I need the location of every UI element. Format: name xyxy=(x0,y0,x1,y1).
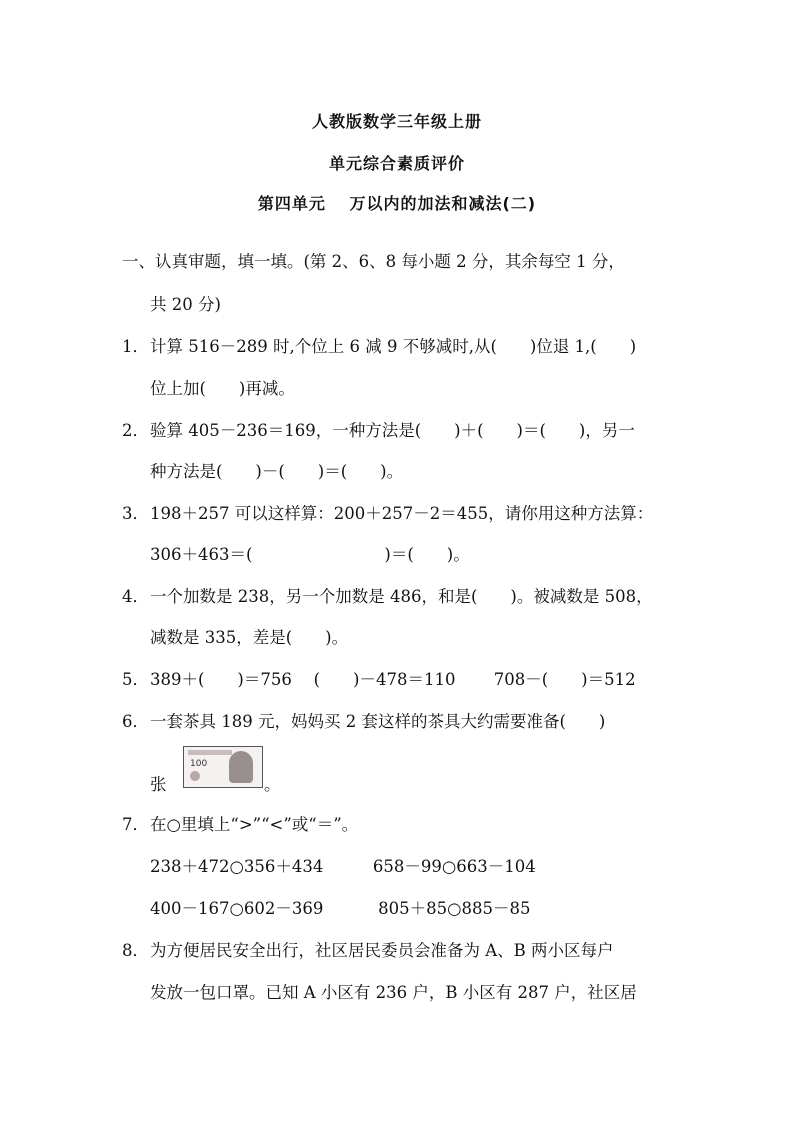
banknote-value: 100 xyxy=(190,759,208,769)
question-3-text-continued: 306＋463＝( )＝( )。 xyxy=(150,545,470,564)
question-5-text: 389＋( )＝756 ( )－478＝110 708－( )＝512 xyxy=(150,670,636,689)
question-2-text: 验算 405－236＝169，一种方法是( )＋( )＝( )，另一 xyxy=(150,421,635,440)
question-number: 2． xyxy=(122,421,149,440)
document-subtitle: 单元综合素质评价 xyxy=(328,154,465,173)
question-number: 3． xyxy=(122,504,149,523)
national-emblem-icon xyxy=(190,771,200,781)
question-number: 7． xyxy=(122,815,149,834)
question-6-period: 。 xyxy=(264,775,281,794)
question-6-unit: 张 xyxy=(150,775,167,794)
question-2-text-continued: 种方法是( )－( )＝( )。 xyxy=(150,462,404,481)
question-4-text: 一个加数是 238，另一个加数是 486，和是( )。被减数是 508， xyxy=(150,587,653,606)
section-heading: 一、认真审题，填一填。(第 2、6、8 每小题 2 分，其余每空 1 分， xyxy=(122,252,625,271)
banknote-100-yuan-icon xyxy=(183,746,263,788)
question-8-text: 为方便居民安全出行，社区居民委员会准备为 A、B 两小区每户 xyxy=(150,941,614,960)
question-1-text: 计算 516－289 时,个位上 6 减 9 不够减时,从( )位退 1,( ) xyxy=(150,337,637,356)
question-number: 4． xyxy=(122,587,149,606)
question-7-text: 在○里填上“>”“<”或“＝”。 xyxy=(150,815,359,834)
unit-title: 第四单元 万以内的加法和减法(二) xyxy=(257,194,537,213)
question-6-text: 一套茶具 189 元，妈妈买 2 套这样的茶具大约需要准备( ) xyxy=(150,712,606,731)
question-7-row-1: 238＋472○356＋434 658－99○663－104 xyxy=(150,857,536,876)
question-number: 1． xyxy=(122,337,149,356)
banknote-header-stripe xyxy=(188,750,232,755)
question-number: 6． xyxy=(122,712,149,731)
document-title: 人教版数学三年级上册 xyxy=(311,112,482,131)
question-number: 8． xyxy=(122,941,149,960)
question-7-row-2: 400－167○602－369 805＋85○885－85 xyxy=(150,899,531,918)
question-3-text: 198＋257 可以这样算：200＋257－2＝455，请你用这种方法算： xyxy=(150,504,654,523)
question-8-text-continued: 发放一包口罩。已知 A 小区有 236 户，B 小区有 287 户，社区居 xyxy=(150,983,637,1002)
question-4-text-continued: 减数是 335，差是( )。 xyxy=(150,628,349,647)
question-1-text-continued: 位上加( )再减。 xyxy=(150,379,295,398)
question-number: 5． xyxy=(122,670,149,689)
section-heading-continued: 共 20 分) xyxy=(150,295,221,314)
portrait-icon xyxy=(229,751,253,783)
